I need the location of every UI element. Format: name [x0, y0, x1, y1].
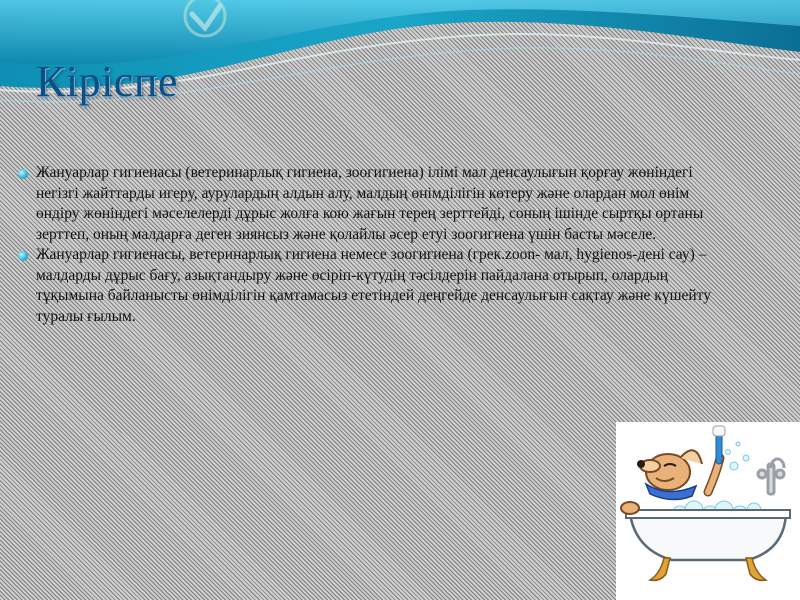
bullet-icon [18, 169, 28, 179]
list-item [18, 163, 718, 245]
bullet-icon [18, 251, 28, 261]
bullet-text: Жануарлар гигиенасы (ветеринарлық гигиена, зоогигиена) ілімі мал денсаулығын қорғау жөніндегі негізгі жайттарды игеру, аурулардың алдын алу, малдың өнімділігін көтеру және олардан мол өнім өндіру жөніндегі мәселелерді дұрыс жолға кою жағын терең зерттейді, соның ішінде сыртқы ортаны зерттеп, оның малдарға деген зиянсыз және қолайлы әсер етуі зоогигиена үшін басты мәселе. [36, 164, 704, 243]
bullet-text: Жануарлар гигиенасы, ветеринарлық гигиена немесе зоогигиена (грек.zoon- мал, hygienos-дені сау) – малдарды дұрыс бағу, азықтандыру және өсіріп-күтудің тәсілдерін пайдалана отырып, олардың тұқымына байланысты өнімділігін қамтамасыз ететіндей деңгейде денсаулығын сақтау және күшейту туралы ғылым. [36, 246, 711, 325]
list-item [18, 245, 718, 327]
watermark-logo-icon [170, 0, 240, 40]
slide-title: Кіріспе [36, 57, 178, 106]
dog-in-bathtub-icon [616, 422, 800, 600]
bullet-list [18, 163, 718, 327]
